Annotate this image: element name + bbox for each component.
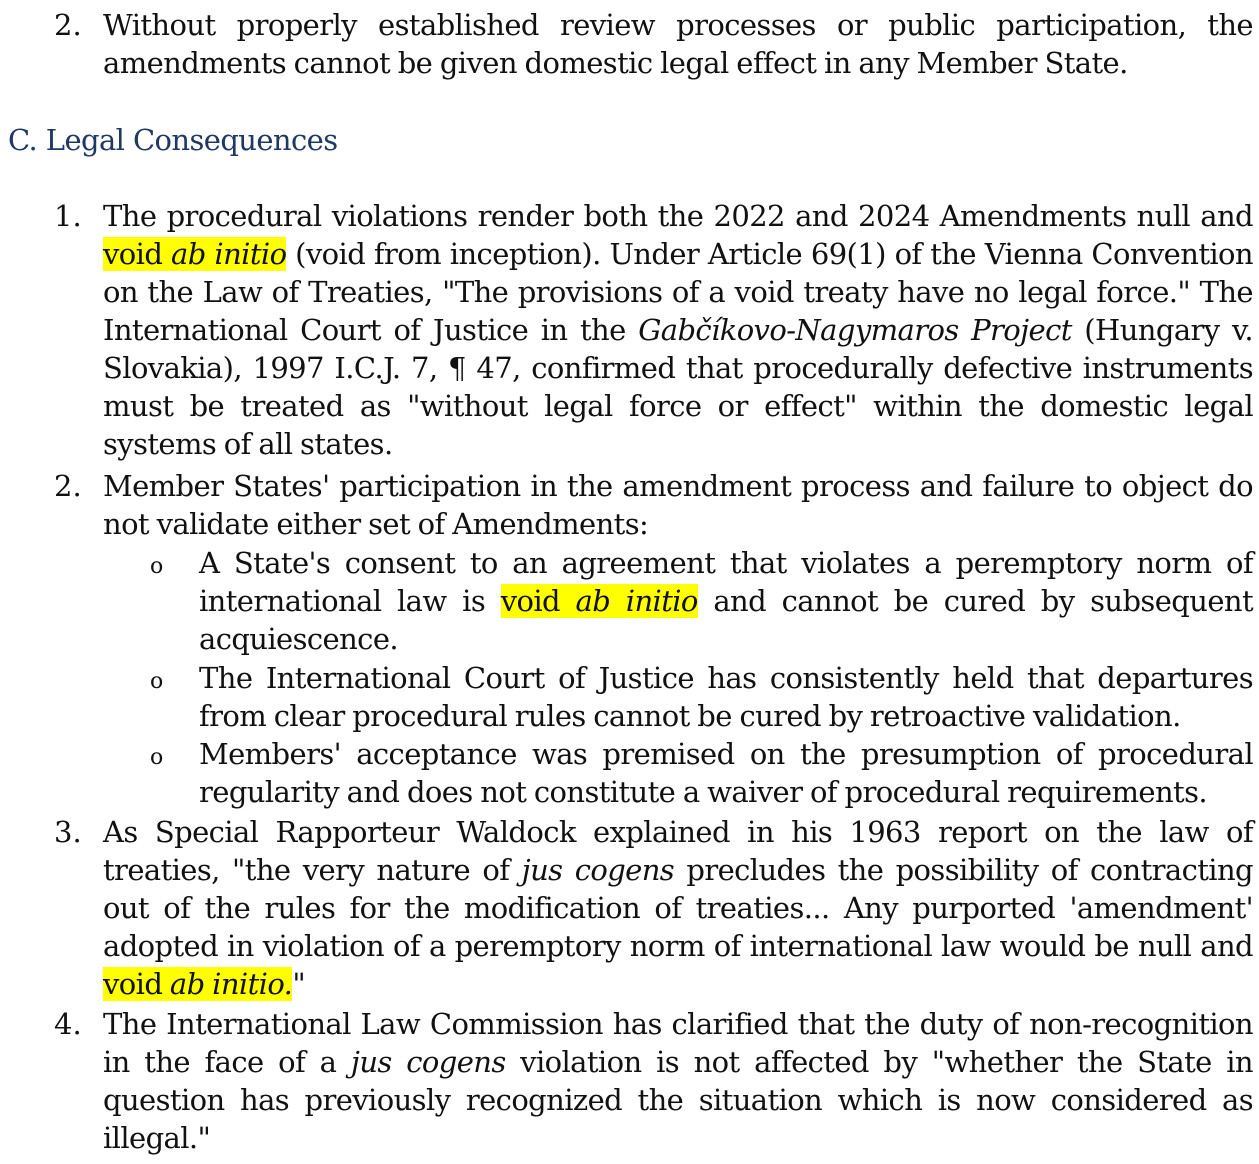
latin-term: jus cogens (521, 853, 675, 887)
highlight-italic-text: ab initio (575, 584, 698, 618)
latin-term: jus cogens (350, 1045, 506, 1079)
highlight (103, 967, 292, 1001)
bullet-marker: o (150, 669, 164, 694)
text-run: The International Law Commission has clarified that the duty of non-recognition in the face of a (103, 1007, 1253, 1079)
highlight-italic-text: ab initio. (169, 967, 293, 1001)
list-number: 2. (54, 8, 82, 42)
list-number: 3. (54, 815, 82, 849)
list-item-text: Without properly established review processes or public participation, the amendments cannot be given domestic legal effect in any Member State. (103, 8, 1253, 80)
bullet-marker: o (150, 745, 164, 770)
text-run: precludes the possibility of contracting out of the rules for the modification of treaties... Any purported 'amendment' adopted in violation of a peremptory norm of international law would be null and (103, 853, 1254, 963)
text-run: (Hungary v. Slovakia), 1997 I.C.J. 7, ¶ 47, confirmed that procedurally defective instruments must be treated as "without legal force or effect" within the domestic legal systems of all states. (103, 313, 1254, 461)
list-number: 1. (54, 199, 82, 233)
highlight (103, 237, 286, 271)
text-run: " (292, 967, 306, 1001)
text-run: A State's consent to an agreement that violates a peremptory norm of international law is (199, 546, 1253, 618)
list-item-text (103, 197, 1253, 463)
sub-bullet-text: Members' acceptance was premised on the presumption of procedural regularity and does not constitute a waiver of procedural requirements. (199, 737, 1253, 809)
section-heading: C. Legal Consequences (8, 123, 338, 157)
highlight-text: void (500, 584, 576, 618)
list-item-text: Member States' participation in the amendment process and failure to object do not validate either set of Amendments: (103, 469, 1253, 541)
highlight (501, 584, 698, 618)
case-name: Gabčíkovo-Nagymaros Project (638, 313, 1072, 347)
list-item-text (103, 1005, 1253, 1157)
list-item-text (103, 813, 1253, 1003)
text-run: violation is not affected by "whether the State in question has previously recognized the situation which is now considered as illegal." (103, 1045, 1254, 1155)
sub-bullet-text (199, 544, 1253, 658)
list-number: 2. (54, 469, 82, 503)
highlight-text: void (103, 237, 172, 271)
highlight-italic-text: ab initio (171, 237, 287, 271)
text-run: As Special Rapporteur Waldock explained in his 1963 report on the law of treaties, "the very nature of (103, 815, 1253, 887)
bullet-marker: o (150, 554, 164, 579)
sub-bullet-text: The International Court of Justice has consistently held that departures from clear procedural rules cannot be cured by retroactive validation. (199, 661, 1253, 733)
text-run: The procedural violations render both the 2022 and 2024 Amendments null and (103, 199, 1253, 233)
text-run: and cannot be cured by subsequent acquiescence. (199, 584, 1254, 656)
list-number: 4. (54, 1007, 82, 1041)
highlight-text: void (103, 967, 170, 1001)
text-run: (void from inception). Under Article 69(1) of the Vienna Convention on the Law of Treaties, "The provisions of a void treaty have no legal force." The International Court of Justice in the (103, 237, 1253, 347)
